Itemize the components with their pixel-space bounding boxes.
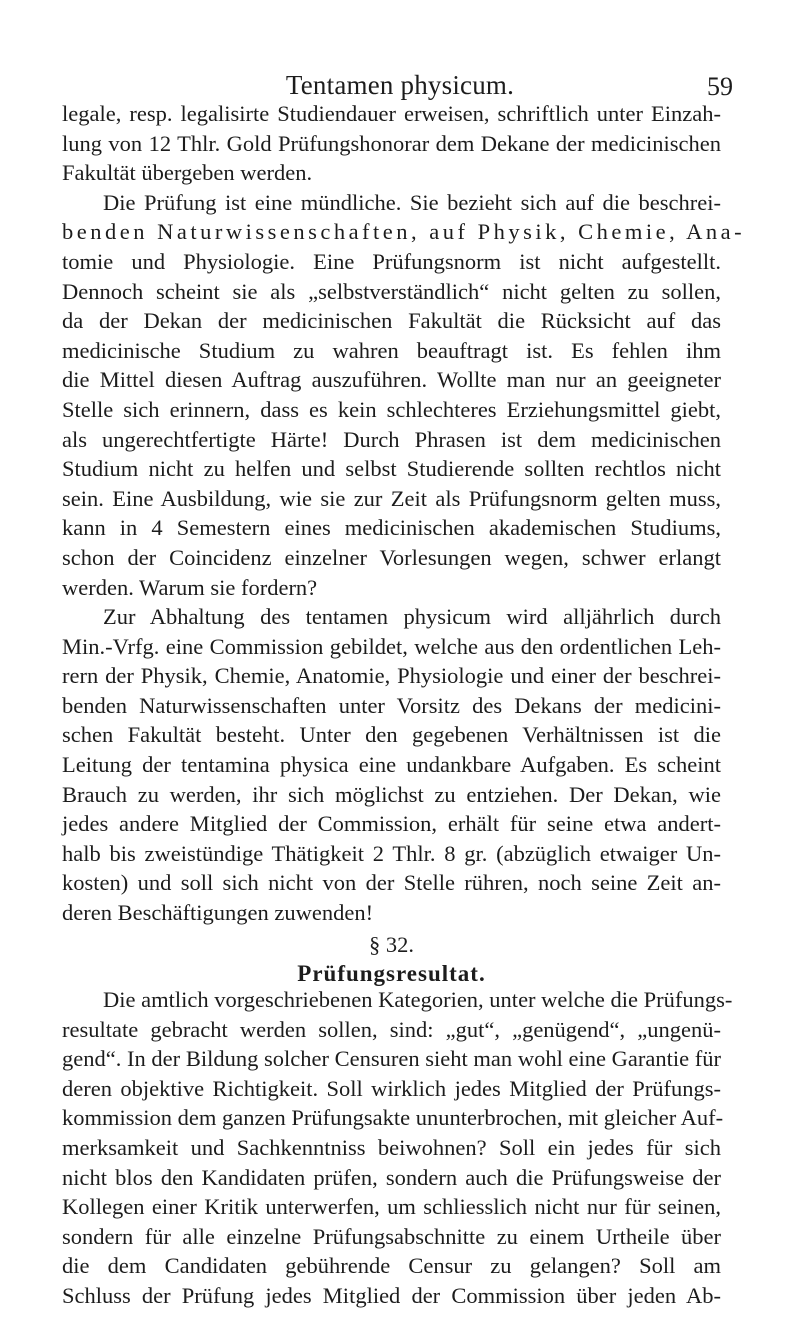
text-line: jedes andere Mitglied der Commission, erhält für seine etwa andert- xyxy=(62,811,721,837)
page-number: 59 xyxy=(707,72,733,101)
text-line: Brauch zu werden, ihr sich möglichst zu entziehen. Der Dekan, wie xyxy=(62,781,721,807)
running-header: Tentamen physicum. xyxy=(285,70,515,100)
text-line: die dem Candidaten gebührende Censur zu gelangen? Soll am xyxy=(62,1253,721,1279)
text-line: Stelle sich erinnern, dass es kein schlechteres Erziehungsmittel giebt, xyxy=(62,396,721,422)
text-line: Zur Abhaltung des tentamen physicum wird alljährlich durch xyxy=(103,604,721,630)
text-line: lung von 12 Thlr. Gold Prüfungshonorar dem Dekane der medicinischen xyxy=(62,130,721,156)
text-line: legale, resp. legalisirte Studiendauer erweisen, schriftlich unter Einzah- xyxy=(62,101,721,126)
text-line: resultate gebracht werden sollen, sind: „gut“, „genügend“, „ungenü- xyxy=(62,1016,721,1042)
text-line: gend“. In der Bildung solcher Censuren sieht man wohl eine Garantie für xyxy=(62,1046,721,1072)
text-line: Die Prüfung ist eine mündliche. Sie bezieht sich auf die beschrei- xyxy=(103,189,721,215)
text-line: Kollegen einer Kritik unterwerfen, um schliesslich nicht nur für seinen, xyxy=(62,1194,721,1220)
text-line: halb bis zweistündige Thätigkeit 2 Thlr. 8 gr. (abzüglich etwaiger Un- xyxy=(62,840,721,866)
section-number: § 32. xyxy=(369,931,414,957)
text-line: Die amtlich vorgeschriebenen Kategorien, unter welche die Prüfungs- xyxy=(103,987,733,1012)
text-line: da der Dekan der medicinischen Fakultät die Rücksicht auf das xyxy=(62,308,721,334)
text-line: sondern für alle einzelne Prüfungsabschnitte zu einem Urtheile über xyxy=(62,1223,721,1249)
text-line: kosten) und soll sich nicht von der Stelle rühren, noch seine Zeit an- xyxy=(62,870,721,896)
body-text-top xyxy=(62,99,746,989)
text-line: kommission dem ganzen Prüfungsakte ununterbrochen, mit gleicher Auf- xyxy=(62,1105,724,1131)
text-line: schen Fakultät besteht. Unter den gegebenen Verhältnissen ist die xyxy=(62,722,721,748)
text-line-spaced: benden Naturwissenschaften, auf Physik, Chemie, Ana- xyxy=(62,219,746,245)
text-line: Min.-Vrfg. eine Commission gebildet, welche aus den ordentlichen Leh- xyxy=(62,633,721,659)
text-line: werden. Warum sie fordern? xyxy=(62,574,318,600)
text-line: sein. Eine Ausbildung, wie sie zur Zeit als Prüfungsnorm gelten muss, xyxy=(62,485,721,511)
body-text-bottom xyxy=(62,985,733,1311)
text-line: merksamkeit und Sachkenntniss beiwohnen? Soll ein jedes für sich xyxy=(62,1134,721,1160)
text-line: Fakultät übergeben werden. xyxy=(62,160,313,186)
text-line: Studium nicht zu helfen und selbst Studierende sollten rechtlos nicht xyxy=(62,456,721,482)
section-title: Prüfungsresultat. xyxy=(297,961,486,987)
text-line: kann in 4 Semestern eines medicinischen akademischen Studiums, xyxy=(62,515,721,541)
text-line: deren objektive Richtigkeit. Soll wirklich jedes Mitglied der Prüfungs- xyxy=(62,1075,721,1101)
text-line: rern der Physik, Chemie, Anatomie, Physiologie und einer der beschrei- xyxy=(62,663,721,689)
text-line: Dennoch scheint sie als „selbstverständlich“ nicht gelten zu sollen, xyxy=(62,278,721,304)
text-line: deren Beschäftigungen zuwenden! xyxy=(62,900,374,926)
text-line: tomie und Physiologie. Eine Prüfungsnorm ist nicht aufgestellt. xyxy=(62,248,721,274)
text-line: als ungerechtfertigte Härte! Durch Phrasen ist dem medicinischen xyxy=(62,426,721,452)
text-line: Schluss der Prüfung jedes Mitglied der Commission über jeden Ab- xyxy=(62,1282,721,1308)
text-line: die Mittel diesen Auftrag auszuführen. Wollte man nur an geeigneter xyxy=(62,367,721,393)
text-line: Leitung der tentamina physica eine undankbare Aufgaben. Es scheint xyxy=(62,752,721,778)
text-line: schon der Coincidenz einzelner Vorlesungen wegen, schwer erlangt xyxy=(62,544,721,570)
text-line: medicinische Studium zu wahren beauftragt ist. Es fehlen ihm xyxy=(62,337,721,363)
text-line: nicht blos den Kandidaten prüfen, sondern auch die Prüfungsweise der xyxy=(62,1164,721,1190)
text-line: benden Naturwissenschaften unter Vorsitz des Dekans der medicini- xyxy=(62,692,721,718)
